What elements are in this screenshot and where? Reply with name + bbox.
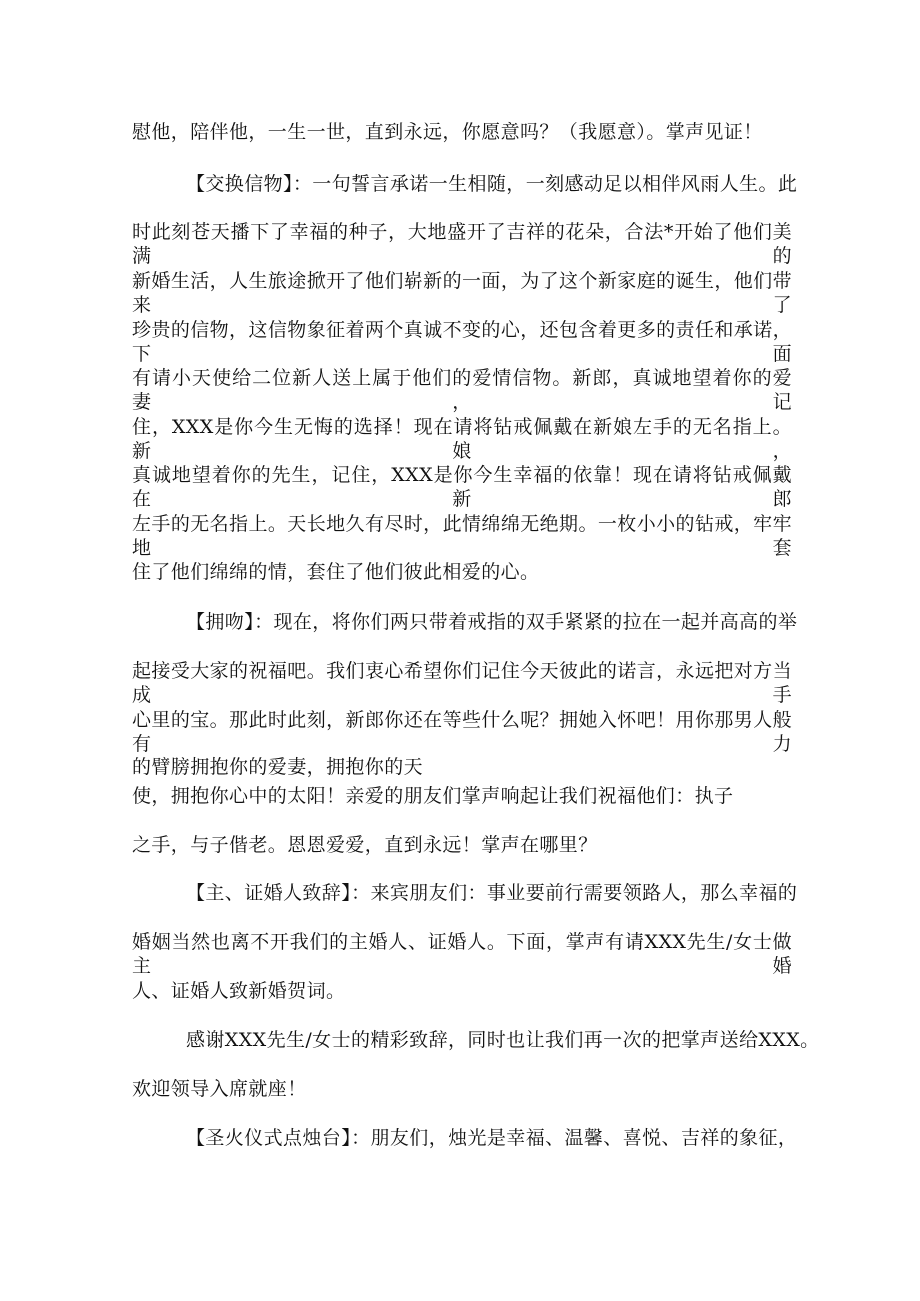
text-line: 起接受大家的祝福吧。我们衷心希望你们记住今天彼此的诺言，永远把对方当成手: [132, 660, 792, 706]
section-candle-ceremony: 【圣火仪式点烛台】：朋友们，烛光是幸福、温馨、喜悦、吉祥的象征，: [186, 1127, 798, 1149]
text-line: 珍贵的信物，这信物象征着两个真诚不变的心，还包含着更多的责任和承诺，下面: [132, 319, 792, 365]
section-embrace: 【拥吻】：现在，将你们两只带着戒指的双手紧紧的拉在一起并高高的举: [186, 611, 798, 633]
text-line: 感谢XXX先生/女士的精彩致辞，同时也让我们再一次的把掌声送给XXX。: [186, 1029, 820, 1051]
text-line: 时此刻苍天播下了幸福的种子，大地盛开了吉祥的花朵，合法*开始了他们美满的: [132, 221, 792, 267]
text-line: 有请小天使给二位新人送上属于他们的爱情信物。新郎，真诚地望着你的爱妻，记: [132, 367, 792, 413]
text-line: 欢迎领导入席就座！: [132, 1078, 307, 1100]
section-officiant-speech: 【主、证婚人致辞】：来宾朋友们：事业要前行需要领路人，那么幸福的: [186, 882, 798, 904]
text-line: 真诚地望着你的先生，记住，XXX是你今生幸福的依靠！现在请将钻戒佩戴在新郎: [132, 464, 792, 510]
text-line: 住了他们绵绵的情，套住了他们彼此相爱的心。: [132, 561, 540, 583]
text-line: 慰他，陪伴他，一生一世，直到永远，你愿意吗？（我愿意）。掌声见证！: [132, 121, 763, 143]
text-line: 之手，与子偕老。恩恩爱爱，直到永远！掌声在哪里？: [132, 834, 598, 856]
text-line: 人、证婚人致新婚贺词。: [132, 980, 346, 1002]
text-line: 左手的无名指上。天长地久有尽时，此情绵绵无绝期。一枚小小的钻戒，牢牢地套: [132, 513, 792, 559]
text-line: 婚姻当然也离不开我们的主婚人、证婚人。下面，掌声有请XXX先生/女士做主婚: [132, 931, 792, 977]
text-line: 的臂膀拥抱你的爱妻，拥抱你的天: [132, 756, 424, 778]
section-exchange-tokens: 【交换信物】：一句誓言承诺一生相随，一刻感动足以相伴风雨人生。此: [186, 173, 798, 195]
text-line: 心里的宝。那此时此刻，新郎你还在等些什么呢？拥她入怀吧！用你那男人般有力: [132, 709, 792, 755]
text-line: 使，拥抱你心中的太阳！亲爱的朋友们掌声响起让我们祝福他们：执子: [132, 785, 734, 807]
text-line: 新婚生活，人生旅途掀开了他们崭新的一面，为了这个新家庭的诞生，他们带来了: [132, 270, 792, 316]
text-line: 住，XXX是你今生无悔的选择！现在请将钻戒佩戴在新娘左手的无名指上。新娘，: [132, 416, 792, 462]
